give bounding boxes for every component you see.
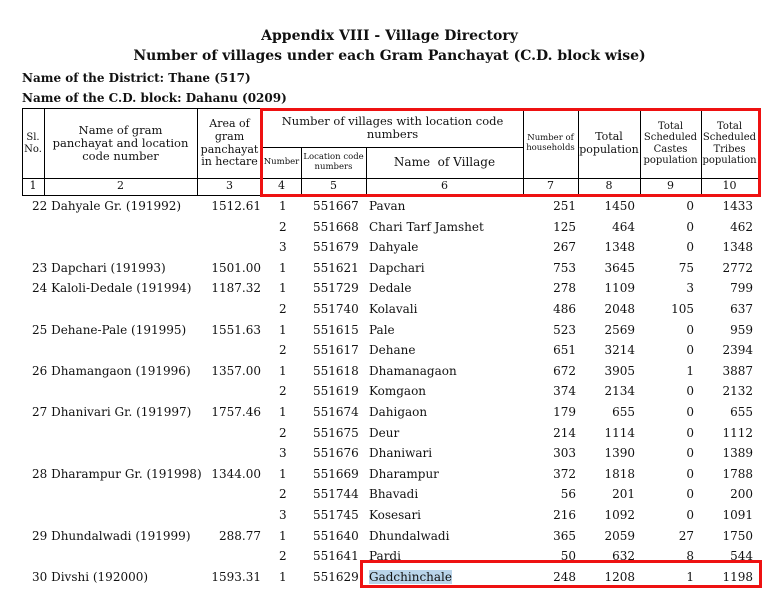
colnum-8: 8: [605, 179, 613, 193]
location-code-cell: 551744: [313, 487, 359, 502]
households-cell: 251: [553, 199, 576, 213]
households-cell: 372: [553, 466, 576, 481]
st-population-cell: 200: [730, 487, 753, 502]
table-row: [22, 526, 759, 547]
location-code-cell: 551669: [313, 466, 359, 481]
village-name-cell: Kolavali: [369, 301, 418, 316]
location-code-cell: 551729: [313, 281, 359, 296]
village-name-cell: Kosesari: [369, 507, 422, 522]
gram-panchayat-cell: 28 Dharampur Gr. (191998): [32, 466, 202, 481]
colnum-5: 5: [330, 179, 337, 193]
village-name-cell: Pale: [369, 322, 395, 337]
gram-panchayat-cell: 30 Divshi (192000): [32, 569, 149, 584]
header-villages-group: Number of villages with location code numbers: [281, 113, 504, 141]
table-header: [22, 108, 759, 196]
population-cell: 1208: [604, 569, 635, 584]
village-number-cell: 1: [279, 404, 287, 419]
location-code-cell: 551641: [313, 549, 359, 564]
table-row: [22, 464, 759, 485]
village-name-cell: Dhamanagaon: [369, 363, 457, 378]
population-cell: 2569: [604, 322, 635, 337]
village-number-cell: 3: [279, 507, 287, 522]
village-name-cell: Dhaniwari: [369, 446, 433, 461]
table-row: [22, 361, 759, 382]
area-cell: 1551.63: [211, 322, 261, 337]
gram-panchayat-cell: 29 Dhundalwadi (191999): [32, 528, 191, 543]
gram-panchayat-cell: 25 Dehane-Pale (191995): [32, 322, 187, 337]
households-cell: 365: [553, 528, 576, 543]
area-cell: 1187.32: [211, 281, 261, 296]
gram-panchayat-cell: 27 Dhanivari Gr. (191997): [32, 404, 192, 419]
population-cell: 1109: [604, 281, 635, 296]
colnum-2: 2: [117, 179, 124, 193]
location-code-cell: 551668: [313, 219, 359, 234]
header-number: Number: [263, 156, 300, 167]
village-number-cell: 1: [279, 322, 287, 337]
sc-population-cell: 0: [686, 507, 694, 522]
village-number-cell: 2: [279, 549, 287, 564]
location-code-cell: 551621: [313, 260, 359, 275]
location-code-cell: 551740: [313, 301, 359, 316]
population-cell: 464: [612, 219, 635, 234]
population-cell: 1450: [604, 199, 635, 213]
table-body: [22, 196, 759, 587]
population-cell: 1390: [604, 446, 635, 461]
sc-population-cell: 0: [686, 240, 694, 255]
gram-panchayat-cell: 26 Dhamangaon (191996): [32, 363, 191, 378]
st-population-cell: 544: [730, 549, 753, 564]
header-st-population: Total Scheduled Tribes population: [702, 120, 757, 166]
population-cell: 2059: [604, 528, 635, 543]
sc-population-cell: 8: [686, 549, 694, 564]
st-population-cell: 3887: [722, 363, 753, 378]
location-code-cell: 551629: [313, 569, 359, 584]
header-households: Number of households: [526, 132, 575, 153]
village-name-cell: Pardi: [369, 549, 401, 564]
village-number-cell: 1: [279, 466, 287, 481]
location-code-cell: 551745: [313, 507, 359, 522]
village-name-cell: Komgaon: [369, 384, 427, 399]
st-population-cell: 959: [730, 322, 753, 337]
households-cell: 50: [560, 549, 576, 564]
st-population-cell: 1198: [722, 569, 753, 584]
st-population-cell: 1112: [722, 425, 753, 440]
table-row: [22, 237, 759, 258]
sc-population-cell: 0: [686, 487, 694, 502]
population-cell: 1092: [604, 507, 635, 522]
village-number-cell: 3: [279, 446, 287, 461]
population-cell: 1348: [604, 240, 635, 255]
document-subtitle: Number of villages under each Gram Panchayat (C.D. block wise): [133, 48, 646, 64]
households-cell: 523: [553, 322, 576, 337]
village-name-cell: Deur: [369, 425, 400, 440]
table-row: [22, 443, 759, 464]
village-name-cell: Dedale: [369, 281, 412, 296]
table-row: [22, 402, 759, 423]
st-population-cell: 799: [730, 281, 753, 296]
village-name-cell: Bhavadi: [369, 487, 419, 502]
village-name-cell: Chari Tarf Jamshet: [369, 219, 484, 234]
gram-panchayat-cell: 22 Dahyale Gr. (191992): [32, 199, 182, 213]
sc-population-cell: 0: [686, 384, 694, 399]
colnum-1: 1: [29, 179, 37, 193]
colnum-9: 9: [667, 179, 674, 193]
st-population-cell: 2394: [722, 343, 753, 358]
sc-population-cell: 3: [686, 281, 694, 296]
area-cell: 1357.00: [211, 363, 261, 378]
village-name-cell: Dharampur: [369, 466, 439, 481]
sc-population-cell: 105: [671, 301, 694, 316]
sc-population-cell: 27: [678, 528, 694, 543]
households-cell: 216: [553, 507, 576, 522]
st-population-cell: 655: [730, 404, 753, 419]
population-cell: 3214: [604, 343, 635, 358]
village-number-cell: 1: [279, 363, 287, 378]
st-population-cell: 2772: [722, 260, 753, 275]
table-row: [22, 340, 759, 361]
location-code-cell: 551676: [313, 446, 359, 461]
table-row: [22, 217, 759, 238]
households-cell: 753: [553, 260, 576, 275]
area-cell: 1501.00: [211, 260, 261, 275]
location-code-cell: 551619: [313, 384, 359, 399]
header-location-code: Location code numbers: [303, 151, 364, 172]
st-population-cell: 1389: [722, 446, 753, 461]
colnum-3: 3: [226, 179, 233, 193]
households-cell: 179: [553, 404, 576, 419]
population-cell: 655: [612, 404, 635, 419]
households-cell: 248: [553, 569, 576, 584]
village-number-cell: 3: [279, 240, 287, 255]
households-cell: 303: [553, 446, 576, 461]
population-cell: 1114: [604, 425, 635, 440]
district-name: Name of the District: Thane (517): [22, 71, 251, 85]
location-code-cell: 551640: [313, 528, 359, 543]
table-row: [22, 299, 759, 320]
sc-population-cell: 0: [686, 446, 694, 461]
sc-population-cell: 0: [686, 425, 694, 440]
table-row: [22, 423, 759, 444]
st-population-cell: 637: [730, 301, 753, 316]
header-sl: Sl. No.: [24, 132, 42, 155]
location-code-cell: 551618: [313, 363, 359, 378]
colnum-7: 7: [547, 179, 554, 193]
table-row: [22, 505, 759, 526]
village-number-cell: 1: [279, 281, 287, 296]
st-population-cell: 2132: [722, 384, 753, 399]
location-code-cell: 551675: [313, 425, 359, 440]
households-cell: 278: [553, 281, 576, 296]
population-cell: 1818: [604, 466, 635, 481]
population-cell: 632: [612, 549, 635, 564]
population-cell: 2048: [604, 301, 635, 316]
block-name: Name of the C.D. block: Dahanu (0209): [22, 91, 287, 105]
table-row: [22, 381, 759, 402]
gram-panchayat-cell: 24 Kaloli-Dedale (191994): [32, 281, 192, 296]
location-code-cell: 551615: [313, 322, 359, 337]
document-title: Appendix VIII - Village Directory: [261, 28, 518, 44]
households-cell: 374: [553, 384, 576, 399]
header-area: Area of gram panchayat in hectare: [200, 117, 259, 169]
area-cell: 288.77: [219, 528, 261, 543]
village-number-cell: 1: [279, 528, 287, 543]
area-cell: 1593.31: [211, 569, 261, 584]
header-gp-name: Name of gram panchayat and location code number: [52, 122, 189, 164]
st-population-cell: 1348: [722, 240, 753, 255]
village-name-cell: Dahyale: [369, 240, 419, 255]
village-name-cell: Dapchari: [369, 260, 425, 275]
sc-population-cell: 0: [686, 466, 694, 481]
table-row: [22, 320, 759, 341]
population-cell: 3905: [604, 363, 635, 378]
colnum-4: 4: [278, 179, 285, 193]
sc-population-cell: 75: [678, 260, 694, 275]
area-cell: 1757.46: [211, 404, 261, 419]
sc-population-cell: 0: [686, 322, 694, 337]
sc-population-cell: 1: [686, 363, 694, 378]
table-row: [22, 484, 759, 505]
village-number-cell: 2: [279, 425, 287, 440]
village-name-cell: Pavan: [369, 199, 406, 213]
households-cell: 214: [553, 425, 576, 440]
sc-population-cell: 0: [686, 343, 694, 358]
area-cell: 1512.61: [211, 199, 261, 213]
village-number-cell: 2: [279, 219, 287, 234]
st-population-cell: 1750: [722, 528, 753, 543]
sc-population-cell: 0: [686, 404, 694, 419]
location-code-cell: 551617: [313, 343, 359, 358]
village-number-cell: 2: [279, 487, 287, 502]
village-name-cell: Dehane: [369, 343, 416, 358]
sc-population-cell: 0: [686, 219, 694, 234]
sc-population-cell: 0: [686, 199, 694, 213]
village-name-cell: Dhundalwadi: [369, 528, 450, 543]
colnum-10: 10: [722, 179, 737, 193]
population-cell: 3645: [604, 260, 635, 275]
village-number-cell: 1: [279, 569, 287, 584]
village-number-cell: 1: [279, 199, 287, 213]
households-cell: 486: [553, 301, 576, 316]
st-population-cell: 1091: [722, 507, 753, 522]
households-cell: 56: [560, 487, 576, 502]
table-row: [22, 196, 759, 217]
village-number-cell: 1: [279, 260, 287, 275]
location-code-cell: 551674: [313, 404, 359, 419]
location-code-cell: 551667: [313, 199, 359, 213]
table-row: [22, 278, 759, 299]
table-row: [22, 546, 759, 567]
st-population-cell: 1433: [722, 199, 753, 213]
households-cell: 651: [553, 343, 576, 358]
header-total-population: Total population: [579, 129, 639, 156]
village-number-cell: 2: [279, 384, 287, 399]
households-cell: 125: [553, 219, 576, 234]
households-cell: 672: [553, 363, 576, 378]
area-cell: 1344.00: [211, 466, 261, 481]
village-number-cell: 2: [279, 301, 287, 316]
header-sc-population: Total Scheduled Castes population: [643, 120, 698, 166]
village-name-cell: Dahigaon: [369, 404, 428, 419]
selected-village-name[interactable]: Gadchinchale: [369, 569, 452, 584]
location-code-cell: 551679: [313, 240, 359, 255]
households-cell: 267: [553, 240, 576, 255]
population-cell: 201: [612, 487, 635, 502]
village-number-cell: 2: [279, 343, 287, 358]
st-population-cell: 1788: [722, 466, 753, 481]
table-row: [22, 258, 759, 279]
colnum-6: 6: [441, 179, 448, 193]
population-cell: 2134: [604, 384, 635, 399]
st-population-cell: 462: [730, 219, 753, 234]
table-row: [22, 567, 759, 588]
gram-panchayat-cell: 23 Dapchari (191993): [32, 260, 166, 275]
header-village-name: Name of Village: [393, 154, 496, 169]
sc-population-cell: 1: [686, 569, 694, 584]
